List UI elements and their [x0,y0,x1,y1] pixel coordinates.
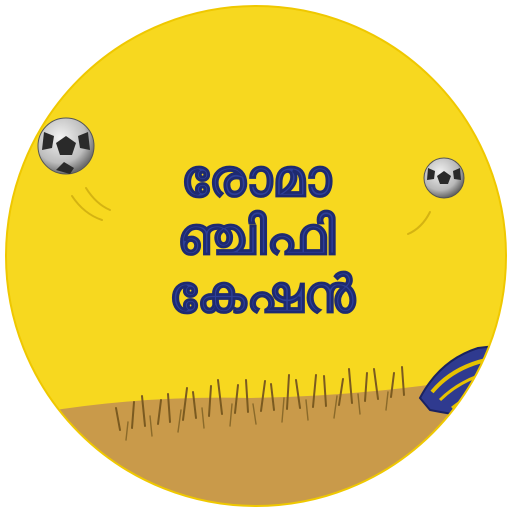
title-line-1: രോമാ [180,149,332,209]
title-line-2: ഞ്ചിഫി [176,207,336,267]
football-icon [424,158,464,198]
football-icon [38,118,94,174]
title-line-3: കേഷൻ [168,265,356,325]
